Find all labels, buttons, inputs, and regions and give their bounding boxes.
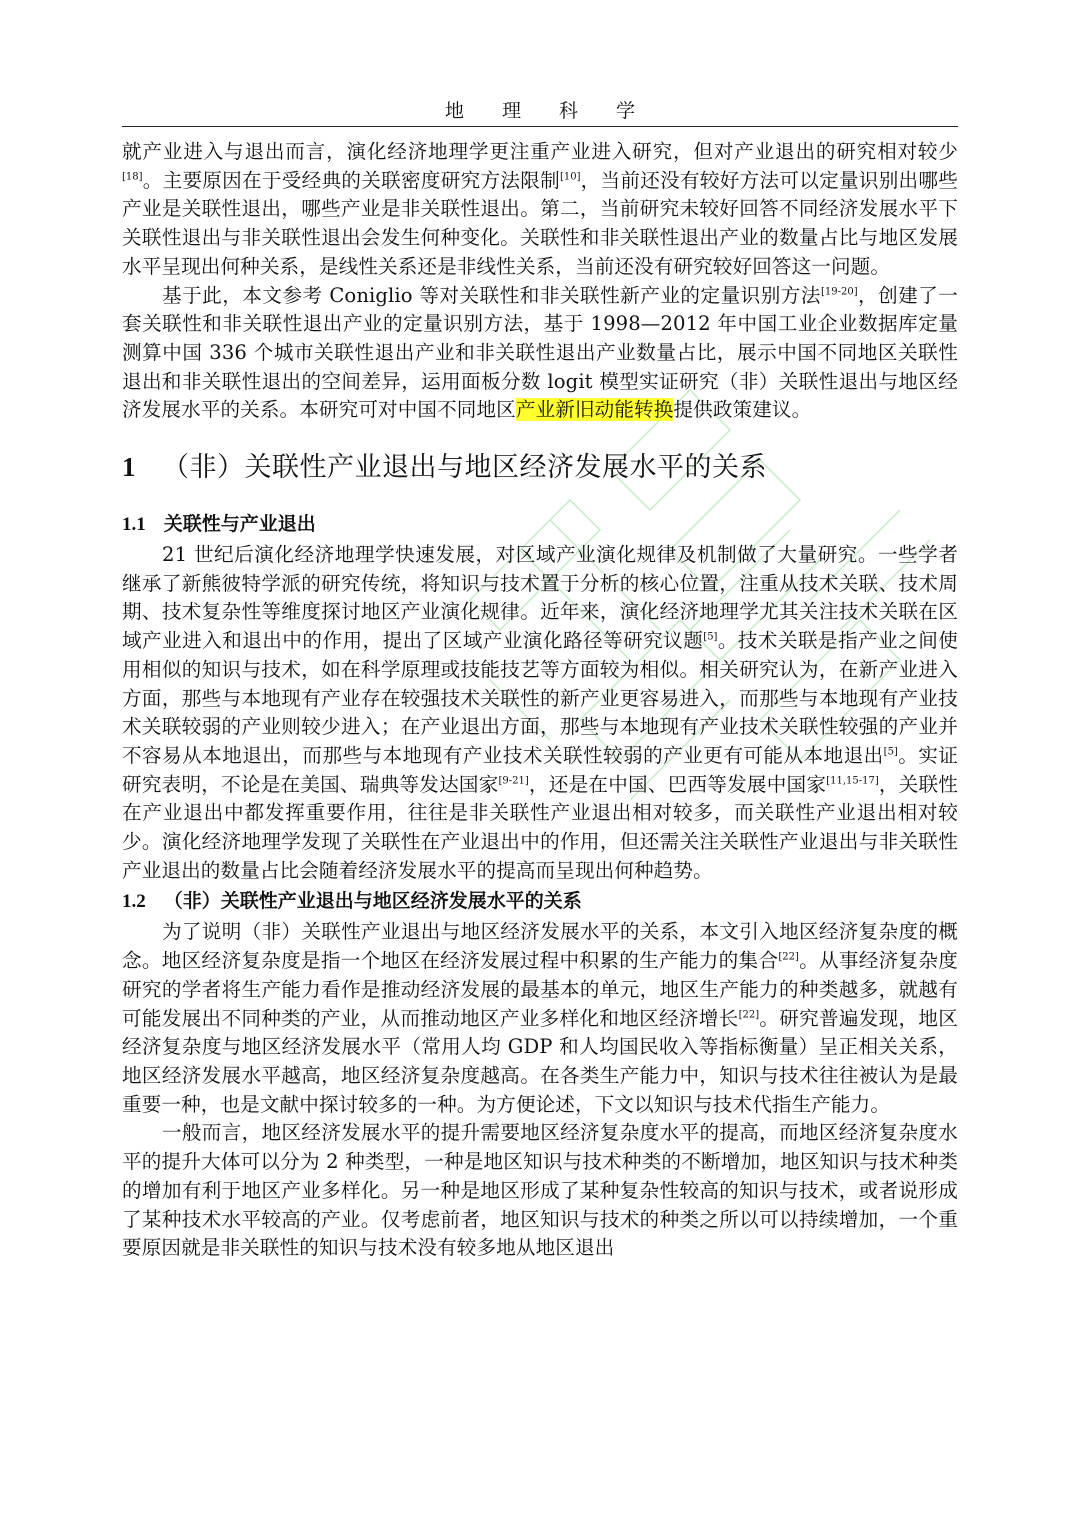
text-run: 基于此，本文参考 Coniglio 等对关联性和非关联性新产业的定量识别方法 (162, 283, 821, 307)
text-run: ，当前还没有较好方法可以定量识别出哪些产业是关联性退出，哪些产业是非关联性退出。第二，当前研究未较好回答不同经济发展水平下关联性退出与非关联性退出会发生何种变化。关联性和非关联性退出产业的数量占比与地区发展水平呈现出何种关系，是线性关系还是非线性关系，当前还没有研究较好回答这一问题。 (122, 168, 958, 278)
text-run: 一般而言，地区经济发展水平的提升需要地区经济复杂度水平的提高，而地区经济复杂度水平的提升大体可以分为 2 种类型，一种是地区知识与技术种类的不断增加，地区知识与技术种类的增加有利于地区产业多样化。另一种是地区形成了某种复杂性较高的知识与技术，或者说形成了某种技术水平较高的产业。仅考虑前者，地区知识与技术的种类之所以可以持续增加，一个重要原因就是非关联性的知识与技术没有较多地从地区退出 (122, 1121, 958, 1260)
text-run: 。技术关联是指产业之间使用相似的知识与技术，如在科学原理或技能技艺等方面较为相似。相关研究认为，在新产业进入方面，那些与本地现有产业存在较强技术关联性的新产业更容易进入，而那些与本地现有产业技术关联较弱的产业则较少进入；在产业退出方面，那些与本地现有产业技术关联性较强的产业并不容易从本地退出，而那些与本地现有产业技术关联性较弱的产业更有可能从本地退出 (122, 629, 959, 767)
intro-paragraph-2 (122, 282, 958, 426)
citation-ref: [22] (738, 1009, 760, 1021)
citation-ref: [19-20] (820, 285, 858, 297)
citation-ref: [5] (703, 631, 718, 643)
text-run: 为了说明（非）关联性产业退出与地区经济发展水平的关系，本文引入地区经济复杂度的概念。地区经济复杂度是指一个地区在经济发展过程中积累的生产能力的集合 (122, 920, 958, 973)
text-run: ，还是在中国、巴西等发展中国家 (528, 772, 827, 796)
section-title: （非）关联性产业退出与地区经济发展水平的关系 (162, 452, 767, 484)
subsection-1-2-paragraph-1 (122, 918, 958, 1119)
subsection-number: 1.2 (122, 891, 146, 913)
running-header (122, 96, 958, 127)
text-run: ，关联性在产业退出中都发挥重要作用，往往是非关联性产业退出相对较多，而关联性产业退出相对较少。演化经济地理学发现了关联性在产业退出中的作用，但还需关注关联性产业退出与非关联性产业退出的数量占比会随着经济发展水平的提高而呈现出何种趋势。 (122, 772, 959, 882)
subsection-number: 1.1 (122, 514, 146, 536)
section-number: 1 (122, 452, 136, 483)
subsection-1-1-heading (122, 510, 958, 539)
subsection-1-1-paragraph (122, 541, 958, 885)
text-run: 就产业进入与退出而言，演化经济地理学更注重产业进入研究，但对产业退出的研究相对较少 (122, 140, 958, 163)
subsection-1-2-heading (122, 887, 958, 916)
text-run: 。实证研究表明，不论是在美国、瑞典等发达国家 (122, 743, 958, 796)
citation-ref: [18] (122, 171, 143, 183)
citation-ref: [11,15-17] (826, 775, 879, 787)
journal-name: 地理科学 (444, 100, 673, 122)
intro-paragraph-1 (122, 138, 958, 282)
subsection-1-2-paragraph-2 (122, 1119, 958, 1263)
citation-ref: [5] (883, 746, 898, 758)
subsection-title: 关联性与产业退出 (163, 513, 316, 536)
text-run: 。研究普遍发现，地区经济复杂度与地区经济发展水平（常用人均 GDP 和人均国民收入等指标衡量）呈正相关关系，地区经济发展水平越高，地区经济复杂度越高。在各类生产能力中，知识与技术往往被认为是最重要一种，也是文献中探讨较多的一种。为方便论述，下文以知识与技术代指生产能力。 (122, 1006, 959, 1116)
subsection-title: （非）关联性产业退出与地区经济发展水平的关系 (163, 890, 582, 913)
text-run: 。主要原因在于受经典的关联密度研究方法限制 (142, 168, 560, 192)
citation-ref: [22] (778, 951, 799, 963)
citation-ref: [10] (559, 171, 581, 183)
text-run: ，创建了一套关联性和非关联性退出产业的定量识别方法，基于 1998—2012 年中国工业企业数据库定量测算中国 336 个城市关联性退出产业和非关联性退出产业数量占比，展示中国不同地区关联性退出和非关联性退出的空间差异，运用面板分数 logit 模型实证研究（非）关联性退出与地区经济发展水平的关系。本研究可对中国不同地区 (122, 283, 958, 422)
text-run: 21 世纪后演化经济地理学快速发展，对区域产业演化规律及机制做了大量研究。一些学者继承了新熊彼特学派的研究传统，将知识与技术置于分析的核心位置，注重从技术关联、技术周期、技术复杂性等维度探讨地区产业演化规律。近年来，演化经济地理学尤其关注技术关联在区域产业进入和退出中的作用，提出了区域产业演化路径等研究议题 (122, 543, 958, 653)
text-run: 提供政策建议。 (673, 398, 812, 422)
article-body (122, 138, 958, 1263)
text-run: 。从事经济复杂度研究的学者将生产能力看作是推动经济发展的最基本的单元，地区生产能力的种类越多，就越有可能发展出不同种类的产业，从而推动地区产业多样化和地区经济增长 (122, 949, 958, 1030)
section-1-heading (122, 447, 958, 488)
citation-ref: [9-21] (498, 775, 529, 787)
highlighted-text: 产业新旧动能转换 (515, 398, 674, 422)
